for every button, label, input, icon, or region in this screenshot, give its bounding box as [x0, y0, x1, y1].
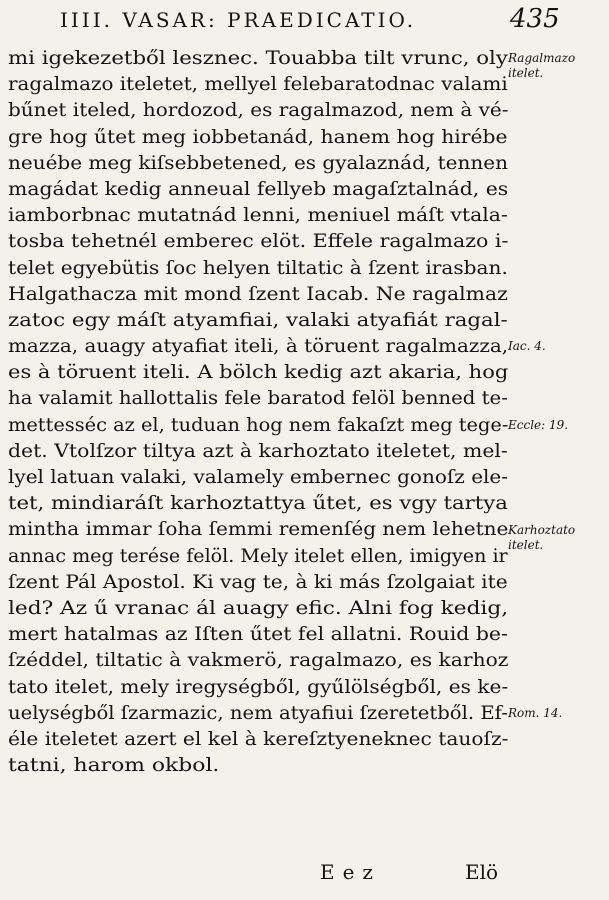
text-line: tatni, harom okbol.: [8, 754, 220, 777]
margin-note: [508, 339, 608, 354]
text-line: ſzent Pál Apostol. Ki vag te, à ki más ſzolgaiat ite: [8, 570, 508, 593]
text-line: éle iteletet azert el kel à kereſztyeneknec tauoſz-: [8, 727, 509, 750]
margin-note: [508, 706, 608, 721]
text-line: ragalmazo iteletet, mellyel felebaratodnac valami: [8, 73, 508, 96]
margin-note-line: itelet.: [508, 537, 544, 552]
text-line: bűnet iteled, hordozod, es ragalmazod, nem à vé-: [8, 99, 509, 122]
margin-note-line: Ragalmazo: [508, 51, 576, 65]
text-line: zatoc egy máſt atyamfiai, valaki atyafiát ragal-: [8, 308, 508, 331]
text-line: led? Az ű vranac ál auagy efic. Alni fog kedig,: [8, 596, 509, 619]
running-title: IIII. VASAR: PRAEDICATIO.: [60, 8, 417, 32]
text-line: lyel latuan valaki, valamely embernec gonoſz ele-: [8, 466, 509, 488]
text-line: mazza, auagy atyafiat iteli, à töruent ragalmazza,: [8, 335, 509, 358]
text-line: tato itelet, mely iregységből, gyűlölségből, es ke-: [8, 675, 509, 698]
running-header: [60, 8, 540, 38]
text-line: iamborbnac mutatnád lenni, meniuel máſt vtala-: [8, 204, 508, 227]
margin-note-line: Karhoztato: [508, 522, 576, 537]
text-line: gre hog űtet meg iobbetanád, hanem hog hirébe: [8, 125, 508, 148]
text-line: det. Vtolſzor tiltya azt à karhoztato iteletet, mel-: [8, 439, 508, 462]
text-line: ſzéddel, tiltatic à vakmerö, ragalmazo, es karhoz: [8, 649, 509, 672]
text-block: [8, 45, 513, 778]
margin-note: [508, 418, 608, 433]
signature-mark: Eez: [320, 860, 381, 884]
text-line: mert hatalmas az Iſten űtet fel allatni. Rouid be-: [8, 623, 508, 646]
margin-note-line: Rom. 14.: [508, 706, 563, 720]
margin-note: [508, 523, 608, 553]
text-line: uelységből ſzarmazic, nem atyafiui ſzeretetből. Ef-: [8, 701, 508, 724]
catchword: Elö: [465, 860, 499, 884]
margin-note-line: Iac. 4.: [508, 339, 546, 354]
text-line: Halgathacza mit mond ſzent Iacab. Ne ragalmaz: [8, 282, 508, 305]
text-line: neuébe meg kiſsebbetened, es gyalaznád, tennen: [8, 151, 508, 174]
margin-note-line: itelet.: [508, 66, 544, 80]
text-line: telet egyebütis ſoc helyen tiltatic à ſzent irasban.: [8, 256, 508, 279]
margin-note: [508, 51, 608, 81]
page-number: 435: [510, 4, 560, 34]
text-line: ha valamit hallottalis fele baratod felöl benned te-: [8, 387, 508, 410]
page-footer: [0, 860, 609, 890]
text-line: tosba tehetnél emberec elöt. Effele ragalmazo i-: [8, 230, 509, 253]
text-line: es à töruent iteli. A bölch kedig azt akaria, hog: [8, 361, 509, 384]
text-line: mintha immar ſoha ſemmi remenſég nem lehetne: [8, 518, 509, 541]
text-line: mi igekezetből lesznec. Touabba tilt vrunc, oly: [8, 47, 508, 69]
text-line: mettesséc az el, tuduan hog nem fakaſzt meg tege-: [8, 413, 509, 436]
text-line: annac meg terése felöl. Mely itelet ellen, imigyen ir: [8, 544, 508, 567]
margin-note-line: Eccle: 19.: [508, 417, 569, 432]
text-line: magádat kedig anneual fellyeb magaſztalnád, es: [8, 177, 509, 200]
text-line: tet, mindiaráſt karhoztattya űtet, es vgy tartya: [8, 492, 508, 515]
